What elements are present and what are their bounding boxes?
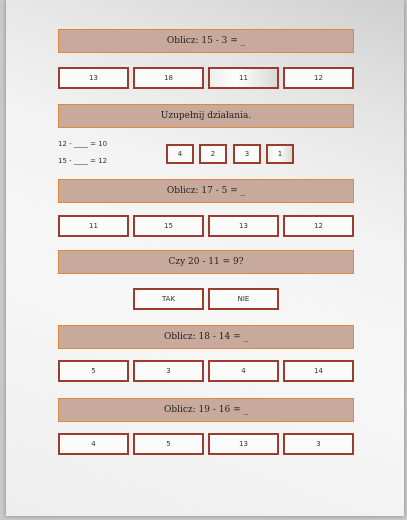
worksheet-page: [6, 0, 404, 516]
q5-option-1[interactable]: 5: [58, 360, 129, 382]
q4-option-yes[interactable]: TAK: [133, 288, 204, 310]
q5-option-3[interactable]: 4: [208, 360, 279, 382]
question-3-title: Oblicz: 17 - 5 = _: [58, 179, 354, 203]
q5-option-4[interactable]: 14: [283, 360, 354, 382]
q1-option-3[interactable]: 11: [208, 67, 279, 89]
q1-option-4[interactable]: 12: [283, 67, 354, 89]
question-4-title: Czy 20 - 11 = 9?: [58, 250, 354, 274]
q1-option-1[interactable]: 13: [58, 67, 129, 89]
q5-option-2[interactable]: 3: [133, 360, 204, 382]
q3-option-3[interactable]: 13: [208, 215, 279, 237]
question-6-title: Oblicz: 19 - 16 = _: [58, 398, 354, 422]
q2-tile-4[interactable]: 1: [266, 144, 294, 164]
q2-equation-2: 15 - ____ = 12: [58, 157, 108, 165]
q2-tile-3[interactable]: 3: [233, 144, 261, 164]
question-1-title: Oblicz: 15 - 3 = _: [58, 29, 354, 53]
q3-option-1[interactable]: 11: [58, 215, 129, 237]
q6-option-4[interactable]: 3: [283, 433, 354, 455]
q4-option-no[interactable]: NIE: [208, 288, 279, 310]
q3-option-4[interactable]: 12: [283, 215, 354, 237]
q2-tile-2[interactable]: 2: [199, 144, 227, 164]
q2-tile-1[interactable]: 4: [166, 144, 194, 164]
q3-option-2[interactable]: 15: [133, 215, 204, 237]
q2-equation-1: 12 - ____ = 10: [58, 140, 108, 148]
q6-option-1[interactable]: 4: [58, 433, 129, 455]
question-2-title: Uzupełnij działania.: [58, 104, 354, 128]
q6-option-3[interactable]: 13: [208, 433, 279, 455]
question-5-title: Oblicz: 18 - 14 = _: [58, 325, 354, 349]
q6-option-2[interactable]: 5: [133, 433, 204, 455]
q1-option-2[interactable]: 18: [133, 67, 204, 89]
